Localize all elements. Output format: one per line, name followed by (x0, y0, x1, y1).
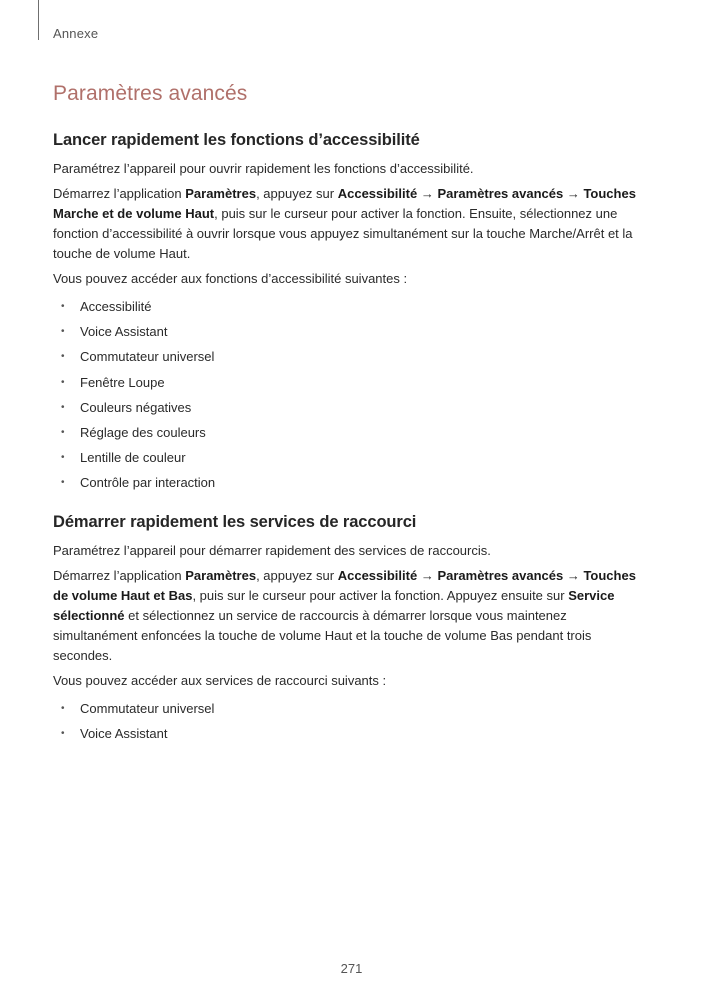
menu-selected-service: Service sélectionné (53, 588, 615, 623)
bullet-icon: • (61, 477, 65, 489)
list-intro: Vous pouvez accéder aux services de raccourci suivants : (53, 673, 387, 688)
bullet-icon: • (61, 703, 65, 714)
intro-paragraph: Paramétrez l’appareil pour démarrer rapidement des services de raccourcis. (53, 543, 491, 558)
list-item: • Contrôle par interaction (53, 470, 645, 495)
list-item: • Commutateur universel (53, 696, 645, 721)
bullet-icon: • (61, 301, 65, 312)
page-number: 271 (340, 961, 363, 976)
menu-volume-keys: Touches de volume Haut et Bas (53, 568, 636, 603)
list-item: • Couleurs négatives (53, 395, 645, 420)
menu-accessibility: Accessibilité (337, 568, 418, 583)
shortcut-services-list (53, 696, 645, 746)
bullet-icon: • (61, 376, 65, 388)
list-item: • Lentille de couleur (53, 445, 645, 470)
list-item: • Voice Assistant (53, 319, 645, 344)
bullet-icon: • (61, 351, 65, 363)
accessibility-functions-list (53, 294, 645, 496)
menu-accessibility: Accessibilité (337, 186, 418, 201)
instructions-paragraph: Démarrez l’application Paramètres, appuyez sur Accessibilité → Paramètres avancés → Touches Marche et de volume Haut, puis sur le curseur pour activer la fonction. Ensuite, sélectionnez une fonction d’accessibilité à ouvrir lorsque vous appuyez simultanément sur la touche Marche/Arrêt et la touche de volume Haut. (53, 186, 636, 261)
menu-advanced-settings: Paramètres avancés (437, 568, 564, 583)
list-item: • Commutateur universel (53, 344, 645, 369)
bullet-icon: • (61, 326, 65, 338)
page-title: Paramètres avancés (53, 82, 248, 105)
intro-paragraph: Paramétrez l’appareil pour ouvrir rapidement les fonctions d’accessibilité. (53, 161, 474, 176)
instructions-paragraph: Démarrez l’application Paramètres, appuyez sur Accessibilité → Paramètres avancés → Touches de volume Haut et Bas, puis sur le curseur pour activer la fonction. Appuyez ensuite sur Service sélectionné et sélectionnez un service de raccourcis à démarrer lorsque vous maintenez simultanément enfoncées la touche de volume Haut et la touche de volume Bas pendant trois secondes. (53, 568, 636, 663)
section-quick-accessibility (53, 131, 645, 496)
bullet-icon: • (61, 728, 65, 740)
header-divider (38, 0, 39, 40)
section-label: Annexe (53, 26, 99, 41)
bullet-icon: • (61, 452, 65, 464)
bullet-icon: • (61, 427, 65, 439)
section-shortcut-services (53, 513, 645, 746)
list-item: • Accessibilité (53, 294, 645, 319)
app-name: Paramètres (185, 568, 257, 583)
list-intro: Vous pouvez accéder aux fonctions d’accessibilité suivantes : (53, 271, 408, 286)
list-item: • Fenêtre Loupe (53, 370, 645, 395)
list-item: • Voice Assistant (53, 721, 645, 746)
app-name: Paramètres (185, 186, 257, 201)
menu-advanced-settings: Paramètres avancés (437, 186, 564, 201)
section-heading: Démarrer rapidement les services de raccourci (53, 513, 417, 531)
menu-power-volume-keys: Touches Marche et de volume Haut (53, 186, 636, 221)
section-heading: Lancer rapidement les fonctions d’accessibilité (53, 131, 420, 149)
bullet-icon: • (61, 401, 65, 413)
list-item: • Réglage des couleurs (53, 420, 645, 445)
